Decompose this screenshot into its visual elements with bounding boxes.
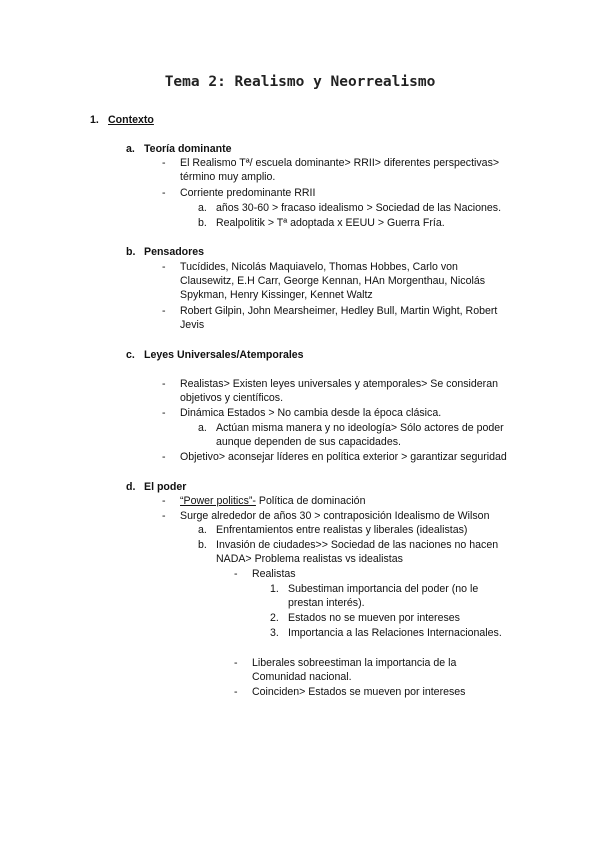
bullet-dash: - xyxy=(162,187,166,199)
subsection-marker: d. xyxy=(126,481,136,493)
numbered-text: Subestiman importancia del poder (no le xyxy=(288,583,479,595)
subsection-marker: b. xyxy=(126,246,136,258)
bullet-text: El Realismo Tª/ escuela dominante> RRII> diferentes perspectivas> xyxy=(180,157,500,169)
power-politics-link[interactable]: “Power politics”- xyxy=(180,495,256,507)
bullet-text: Dinámica Estados > No cambia desde la época clásica. xyxy=(180,407,442,419)
number-marker: 1. xyxy=(270,583,279,595)
sub-marker: a. xyxy=(198,524,207,536)
subsection-heading: El poder xyxy=(144,481,187,493)
number-marker: 2. xyxy=(270,612,279,624)
sub-text: años 30-60 > fracaso idealismo > Sociedad de las Naciones. xyxy=(216,202,502,214)
bullet-dash: - xyxy=(162,261,166,273)
bullet-text: Objetivo> aconsejar líderes en política exterior > garantizar seguridad xyxy=(180,451,507,463)
bullet-text: Comunidad nacional. xyxy=(252,671,352,683)
bullet-text: Spykman, Henry Kissinger, Kennet Waltz xyxy=(180,289,373,301)
section-number: 1. xyxy=(90,114,99,126)
sub-marker: b. xyxy=(198,217,207,229)
bullet-dash: - xyxy=(162,495,166,507)
bullet-text: Liberales sobreestiman la importancia de la xyxy=(252,657,457,669)
bullet-dash: - xyxy=(162,407,166,419)
sub-text: NADA> Problema realistas vs idealistas xyxy=(216,553,403,565)
bullet-text: Surge alrededor de años 30 > contraposición Idealismo de Wilson xyxy=(180,510,490,522)
subsection-marker: c. xyxy=(126,349,135,361)
subsection-heading: Leyes Universales/Atemporales xyxy=(144,349,304,361)
bullet-dash: - xyxy=(162,451,166,463)
bullet-text: Clausewitz, E.H Carr, George Kennan, HAn Morgenthau, Nicolás xyxy=(180,275,486,287)
bullet-text: Tucídides, Nicolás Maquiavelo, Thomas Hobbes, Carlo von xyxy=(180,261,458,273)
bullet-dash: - xyxy=(234,686,238,698)
subsection-marker: a. xyxy=(126,143,135,155)
sub-text: Actúan misma manera y no ideología> Sólo actores de poder xyxy=(216,422,504,434)
numbered-text: prestan interés). xyxy=(288,597,365,609)
bullet-dash: - xyxy=(162,378,166,390)
subsection-heading: Teoría dominante xyxy=(144,143,232,155)
bullet-text: objetivos y científicos. xyxy=(180,392,284,404)
bullet-text: Realistas xyxy=(252,568,296,580)
sub-marker: a. xyxy=(198,422,207,434)
sub-marker: a. xyxy=(198,202,207,214)
page-title: Tema 2: Realismo y Neorrealismo xyxy=(164,74,436,90)
sub-text: Realpolitik > Tª adoptada x EEUU > Guerra Fría. xyxy=(216,217,445,229)
bullet-dash: - xyxy=(162,510,166,522)
bullet-text xyxy=(180,494,365,508)
subsection-heading: Pensadores xyxy=(144,246,205,258)
bullet-dash: - xyxy=(234,568,238,580)
sub-marker: b. xyxy=(198,539,207,551)
sub-text: Enfrentamientos entre realistas y liberales (idealistas) xyxy=(216,524,468,536)
numbered-text: Estados no se mueven por intereses xyxy=(288,612,460,624)
numbered-text: Importancia a las Relaciones Internacionales. xyxy=(288,627,502,639)
bullet-text: Realistas> Existen leyes universales y atemporales> Se consideran xyxy=(180,378,498,390)
sub-text: aunque dependen de sus capacidades. xyxy=(216,436,401,448)
bullet-text: Corriente predominante RRII xyxy=(180,187,316,199)
bullet-text: Coinciden> Estados se mueven por intereses xyxy=(252,686,466,698)
number-marker: 3. xyxy=(270,627,279,639)
sub-text: Invasión de ciudades>> Sociedad de las naciones no hacen xyxy=(216,539,499,551)
bullet-text-rest: Política de dominación xyxy=(255,495,366,507)
section-heading: Contexto xyxy=(108,114,154,126)
bullet-dash: - xyxy=(234,657,238,669)
bullet-dash: - xyxy=(162,305,166,317)
bullet-text: Jevis xyxy=(180,319,205,331)
bullet-text: Robert Gilpin, John Mearsheimer, Hedley Bull, Martin Wight, Robert xyxy=(180,305,498,317)
bullet-text: término muy amplio. xyxy=(180,171,276,183)
bullet-dash: - xyxy=(162,157,166,169)
